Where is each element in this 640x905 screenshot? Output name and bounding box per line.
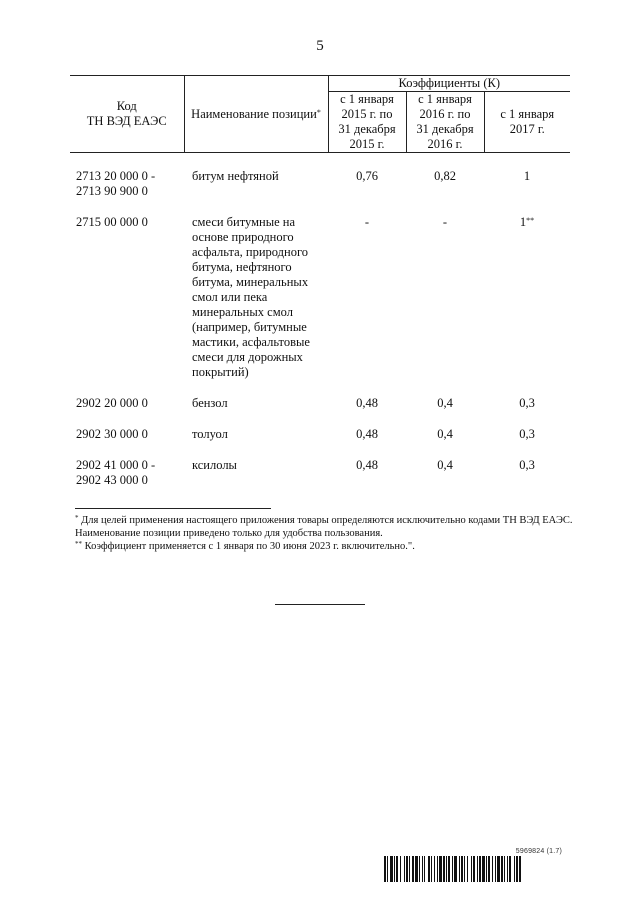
header-code: Код ТН ВЭД ЕАЭС	[70, 76, 184, 153]
row-k2016: 0,4	[437, 427, 453, 441]
row-code: 2902 30 000 0	[76, 427, 148, 441]
row-k2017: 0,3	[519, 427, 535, 441]
row-k2015: -	[364, 215, 370, 229]
row-code: 2902 20 000 0	[76, 396, 148, 410]
footnote-mark: **	[526, 216, 535, 225]
footnotes	[75, 514, 575, 553]
row-code: 2902 41 000 0 - 2902 43 000 0	[76, 458, 156, 487]
footnote: * Для целей применения настоящего приложения товары определяются исключительно кодами ТН ВЭД ЕАЭС.	[75, 514, 573, 526]
row-k2016: 0,4	[437, 458, 453, 472]
header-coefficients: Коэффициенты (К)	[328, 76, 570, 92]
row-code: 2713 20 000 0 - 2713 90 900 0	[76, 169, 156, 198]
coefficients-table	[70, 75, 570, 488]
barcode-bars	[384, 856, 568, 882]
row-code: 2715 00 000 0	[76, 215, 148, 229]
page-number: 5	[316, 38, 324, 54]
row-k2015: 0,48	[356, 396, 378, 410]
row-k2017: 1	[523, 169, 531, 183]
row-name: толуол	[192, 427, 228, 441]
barcode-number: 5969824 (1.7)	[515, 848, 562, 855]
header-period-2015: с 1 января 2015 г. по 31 декабря 2015 г.	[328, 92, 406, 153]
table-row	[70, 427, 570, 442]
row-name: ксилолы	[192, 458, 237, 472]
header-period-2016: с 1 января 2016 г. по 31 декабря 2016 г.	[406, 92, 484, 153]
row-k2016: 0,82	[434, 169, 456, 183]
barcode	[384, 848, 568, 882]
row-k2015: 0,48	[356, 458, 378, 472]
row-k2017: 0,3	[519, 458, 535, 472]
row-k2016: -	[442, 215, 448, 229]
row-k2017: 0,3	[519, 396, 535, 410]
footnote-continued: Наименование позиции приведено только для удобства пользования.	[75, 528, 383, 539]
table-row	[70, 215, 570, 380]
row-name: смеси битумные на основе природного асфальта, природного битума, нефтяного битума, минеральных смол или пека минеральных смол (например, битумные мастики, асфальтовые смеси для дорожных покрытий)	[192, 215, 310, 379]
table-row	[70, 458, 570, 488]
row-k2016: 0,4	[437, 396, 453, 410]
header-period-2017: с 1 января 2017 г.	[484, 92, 570, 153]
footnote-divider	[75, 508, 271, 509]
end-divider	[275, 604, 365, 605]
footnote: ** Коэффициент применяется с 1 января по 30 июня 2023 г. включительно.".	[75, 540, 415, 552]
row-k2015: 0,76	[356, 169, 378, 183]
row-k2015: 0,48	[356, 427, 378, 441]
header-name: Наименование позиции*	[184, 76, 328, 153]
row-name: битум нефтяной	[192, 169, 279, 183]
table-row	[70, 169, 570, 199]
row-name: бензол	[192, 396, 228, 410]
table-row	[70, 396, 570, 411]
barcode-bar	[521, 856, 522, 882]
row-k2017: 1**	[519, 215, 535, 229]
